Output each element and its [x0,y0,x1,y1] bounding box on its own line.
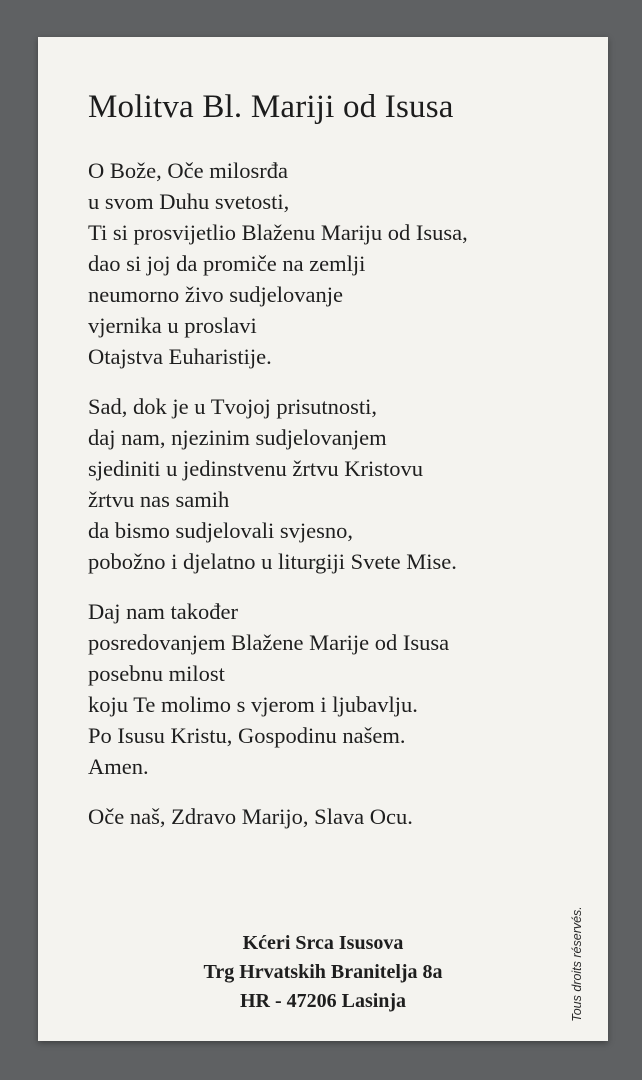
prayer-line: daj nam, njezinim sudjelovanjem [88,425,387,450]
prayer-line: Sad, dok je u Tvojoj prisutnosti, [88,394,377,419]
stanza-4 [88,801,568,832]
prayer-line: da bismo sudjelovali svjesno, [88,518,353,543]
prayer-title: Molitva Bl. Mariji od Isusa [88,89,454,125]
prayer-line: žrtvu nas samih [88,487,230,512]
prayer-line: u svom Duhu svetosti, [88,189,290,214]
prayer-line: pobožno i djelatno u liturgiji Svete Mise. [88,549,457,574]
prayer-line: Amen. [88,754,149,779]
prayer-line: Otajstva Euharistije. [88,344,272,369]
stanza-3 [88,596,568,782]
prayer-line: vjernika u proslavi [88,313,257,338]
prayer-line: Po Isusu Kristu, Gospodinu našem. [88,723,406,748]
prayer-line: neumorno živo sudjelovanje [88,282,343,307]
street-address: Trg Hrvatskih Branitelja 8a [203,961,443,983]
prayer-line: Oče naš, Zdravo Marijo, Slava Ocu. [88,804,413,829]
prayer-line: Daj nam također [88,599,238,624]
prayer-line: posredovanjem Blažene Marije od Isusa [88,630,450,655]
postal-city: HR - 47206 Lasinja [239,990,407,1012]
rights-notice: Tous droits réservés. [570,906,584,1022]
stanza-2 [88,391,568,577]
prayer-line: posebnu milost [88,661,225,686]
prayer-line: Ti si prosvijetlio Blaženu Mariju od Isusa, [88,220,468,245]
prayer-body [88,155,568,851]
publisher-name: Kćeri Srca Isusova [242,932,404,954]
prayer-card [38,37,608,1041]
publisher-address [38,929,608,1016]
prayer-line: dao si joj da promiče na zemlji [88,251,366,276]
prayer-line: O Bože, Oče milosrđa [88,158,288,183]
prayer-line: sjediniti u jedinstvenu žrtvu Kristovu [88,456,423,481]
stanza-1 [88,155,568,372]
prayer-line: koju Te molimo s vjerom i ljubavlju. [88,692,418,717]
